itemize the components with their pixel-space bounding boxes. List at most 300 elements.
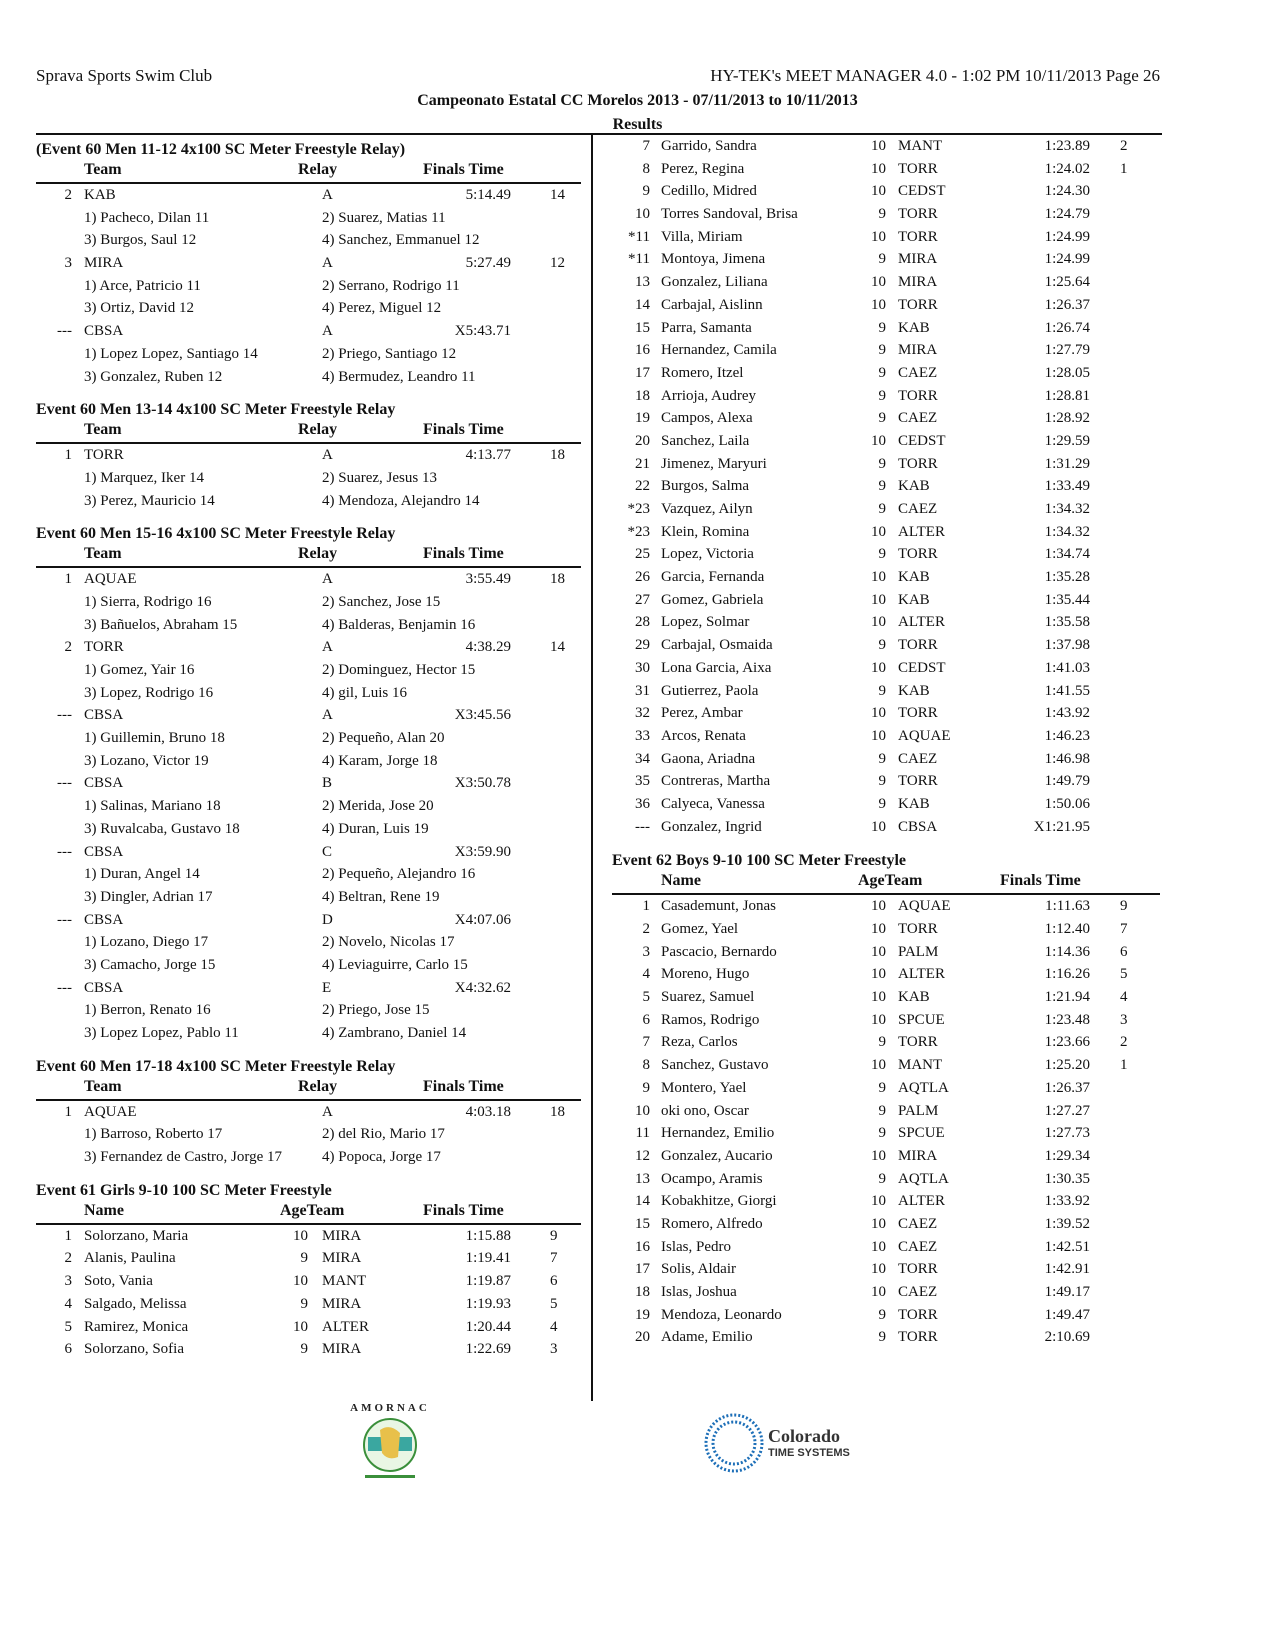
swimmer-name: Vazquez, Ailyn xyxy=(661,501,753,517)
points: 3 xyxy=(550,1341,558,1358)
relay-swimmer: 3) Lopez, Rodrigo 16 xyxy=(84,684,214,701)
swimmer-name: Ramirez, Monica xyxy=(84,1318,189,1335)
relay-swimmer: 3) Perez, Mauricio 14 xyxy=(84,492,215,509)
swimmer-result-row xyxy=(36,1293,581,1316)
points: 5 xyxy=(1120,966,1128,983)
age: 10 xyxy=(871,228,886,245)
relay-letter: C xyxy=(322,843,333,860)
right-column xyxy=(612,135,1160,1349)
finals-time: 4:03.18 xyxy=(465,1103,511,1120)
team: MANT xyxy=(898,138,943,154)
place: 5 xyxy=(642,989,650,1006)
team: KAB xyxy=(84,187,116,203)
swimmer-name: Gomez, Yael xyxy=(661,921,739,937)
swimmer-result-row xyxy=(36,1247,581,1270)
finals-time: X1:21.95 xyxy=(1033,818,1090,835)
relay-swimmer: 3) Lopez Lopez, Pablo 11 xyxy=(84,1025,239,1041)
place: 17 xyxy=(635,1261,650,1278)
relay-swimmer: 2) Priego, Santiago 12 xyxy=(322,345,457,362)
relay-swimmer: 1) Barroso, Roberto 17 xyxy=(84,1126,223,1143)
svg-text:TIME SYSTEMS: TIME SYSTEMS xyxy=(768,1447,850,1459)
swimmer-name: oki ono, Oscar xyxy=(661,1102,749,1119)
swimmer-result-row xyxy=(612,543,1160,566)
swimmer-result-row xyxy=(612,1258,1160,1281)
place: 18 xyxy=(635,1284,650,1300)
relay-result-row xyxy=(36,184,581,207)
relay-swimmers-row xyxy=(36,727,581,750)
relay-swimmers-row xyxy=(36,795,581,818)
swimmer-result-row xyxy=(612,941,1160,964)
team: TORR xyxy=(898,1034,938,1051)
relay-result-row xyxy=(36,1101,581,1124)
swimmer-name: Klein, Romina xyxy=(661,523,750,540)
place: --- xyxy=(57,323,72,340)
finals-time: 1:41.55 xyxy=(1044,682,1090,699)
swimmer-name: Suarez, Samuel xyxy=(661,989,755,1006)
swimmer-result-row xyxy=(612,1077,1160,1100)
finals-time: 1:20.44 xyxy=(465,1318,511,1335)
swimmer-result-row xyxy=(612,793,1160,816)
event-section xyxy=(36,1056,581,1169)
age: 9 xyxy=(878,1102,886,1119)
points: 1 xyxy=(1120,160,1128,177)
place: 2 xyxy=(64,187,72,203)
relay-swimmer: 3) Dingler, Adrian 17 xyxy=(84,888,213,905)
relay-swimmer: 3) Ortiz, David 12 xyxy=(84,300,194,317)
place: 16 xyxy=(635,342,650,359)
event-section xyxy=(36,139,581,388)
place: *11 xyxy=(628,228,650,245)
points: 9 xyxy=(1120,898,1128,915)
age: 10 xyxy=(871,966,886,983)
swimmer-result-row xyxy=(36,1316,581,1339)
relay-result-row xyxy=(36,444,581,467)
points: 6 xyxy=(550,1273,558,1290)
column-divider xyxy=(591,135,593,1401)
swimmer-name: Contreras, Martha xyxy=(661,773,771,790)
column-headers xyxy=(36,161,581,184)
swimmer-result-row xyxy=(36,1225,581,1248)
relay-swimmer: 4) Beltran, Rene 19 xyxy=(322,888,440,905)
finals-time: 1:31.29 xyxy=(1044,455,1090,472)
relay-swimmer: 2) Pequeño, Alan 20 xyxy=(322,730,445,747)
team: SPCUE xyxy=(898,1011,945,1028)
swimmer-result-row xyxy=(612,963,1160,986)
column-headers xyxy=(612,872,1160,895)
relay-swimmers-row xyxy=(36,886,581,909)
finals-time: 1:23.48 xyxy=(1044,1011,1090,1028)
swimmer-result-row xyxy=(612,385,1160,408)
team: KAB xyxy=(898,591,930,608)
relay-swimmer: 1) Berron, Renato 16 xyxy=(84,1002,211,1019)
team: TORR xyxy=(898,228,938,245)
swimmer-name: Jimenez, Maryuri xyxy=(661,455,767,472)
swimmer-result-row xyxy=(612,657,1160,680)
column-headers xyxy=(36,421,581,444)
place: 10 xyxy=(635,206,650,223)
column-headers xyxy=(36,1078,581,1101)
age: 10 xyxy=(871,614,886,631)
team: TORR xyxy=(898,387,938,404)
points: 4 xyxy=(550,1318,558,1335)
relay-result-row xyxy=(36,636,581,659)
age: 9 xyxy=(878,455,886,472)
finals-time: 1:30.35 xyxy=(1044,1170,1090,1187)
swimmer-result-row xyxy=(612,317,1160,340)
relay-swimmers-row xyxy=(36,366,581,389)
relay-letter: A xyxy=(322,707,333,724)
event-title: Event 61 Girls 9-10 100 SC Meter Freestyle xyxy=(36,1181,332,1199)
swimmer-name: Lopez, Solmar xyxy=(661,614,750,631)
place: 15 xyxy=(635,1215,650,1232)
relay-swimmer: 1) Arce, Patricio 11 xyxy=(84,277,201,294)
swimmer-result-row xyxy=(612,135,1160,158)
age: 10 xyxy=(871,1261,886,1278)
event-section xyxy=(36,523,581,1044)
relay-swimmer: 4) Zambrano, Daniel 14 xyxy=(322,1025,467,1041)
swimmer-name: Perez, Ambar xyxy=(661,705,743,722)
swimmer-result-row xyxy=(612,918,1160,941)
relay-swimmer: 3) Fernandez de Castro, Jorge 17 xyxy=(84,1149,283,1166)
swimmer-result-row xyxy=(612,1236,1160,1259)
team: MIRA xyxy=(322,1227,362,1244)
finals-time: 1:23.66 xyxy=(1044,1034,1090,1051)
swimmer-result-row xyxy=(612,1100,1160,1123)
relay-letter: D xyxy=(322,911,333,928)
team: MIRA xyxy=(322,1341,362,1358)
age: 10 xyxy=(871,138,886,154)
relay-swimmer: 1) Guillemin, Bruno 18 xyxy=(84,730,225,747)
place: 5 xyxy=(64,1318,72,1335)
points: 18 xyxy=(550,571,565,588)
place: *23 xyxy=(627,523,650,540)
team: KAB xyxy=(898,682,930,699)
finals-time: 1:49.17 xyxy=(1044,1284,1090,1300)
relay-swimmer: 2) del Rio, Mario 17 xyxy=(322,1126,445,1143)
points: 18 xyxy=(550,447,565,464)
place: 14 xyxy=(635,296,650,313)
finals-time: 1:14.36 xyxy=(1044,943,1090,960)
finals-time: 1:11.63 xyxy=(1045,898,1090,915)
relay-letter: B xyxy=(322,775,333,792)
swimmer-name: Ramos, Rodrigo xyxy=(661,1011,760,1028)
header-relay: Relay xyxy=(298,421,338,439)
place: 21 xyxy=(635,455,650,472)
finals-time: 1:24.30 xyxy=(1044,183,1090,200)
place: 1 xyxy=(642,898,650,915)
relay-swimmer: 4) Bermudez, Leandro 11 xyxy=(322,368,476,385)
swimmer-name: Alanis, Paulina xyxy=(84,1250,176,1267)
team: CAEZ xyxy=(898,410,938,427)
age: 10 xyxy=(871,659,886,676)
relay-result-row xyxy=(36,252,581,275)
relay-swimmer: 4) Balderas, Benjamin 16 xyxy=(322,616,476,633)
relay-letter: A xyxy=(322,323,333,340)
swimmer-name: Soto, Vania xyxy=(84,1273,153,1290)
relay-swimmers-row xyxy=(36,863,581,886)
relay-swimmers-row xyxy=(36,931,581,954)
relay-swimmers-row xyxy=(36,750,581,773)
place: 19 xyxy=(635,410,650,427)
swimmer-result-row xyxy=(612,1304,1160,1327)
header-relay: Relay xyxy=(298,161,338,178)
svg-text:Colorado: Colorado xyxy=(768,1426,840,1446)
place: 1 xyxy=(64,447,72,464)
swimmer-name: Montero, Yael xyxy=(661,1079,747,1096)
team: CBSA xyxy=(84,911,124,928)
finals-time: 1:41.03 xyxy=(1044,659,1090,676)
relay-swimmer: 4) gil, Luis 16 xyxy=(322,684,407,701)
age: 10 xyxy=(871,274,886,291)
points: 4 xyxy=(1120,989,1128,1006)
relay-swimmer: 1) Gomez, Yair 16 xyxy=(84,662,195,678)
swimmer-name: Solorzano, Sofia xyxy=(84,1341,184,1358)
relay-swimmer: 3) Gonzalez, Ruben 12 xyxy=(84,368,223,385)
finals-time: 1:29.34 xyxy=(1044,1147,1090,1164)
relay-swimmer: 3) Burgos, Saul 12 xyxy=(84,232,197,249)
finals-time: 1:35.28 xyxy=(1044,569,1090,586)
age: 9 xyxy=(878,773,886,790)
place: 17 xyxy=(635,364,650,381)
place: 12 xyxy=(635,1147,650,1164)
swimmer-name: Torres Sandoval, Brisa xyxy=(661,206,798,223)
place: 18 xyxy=(635,387,650,404)
points: 7 xyxy=(1120,921,1128,937)
header-finals-time: Finals Time xyxy=(423,161,504,178)
relay-result-row xyxy=(36,320,581,343)
swimmer-result-row xyxy=(612,1054,1160,1077)
age: 9 xyxy=(878,682,886,699)
finals-time: 1:27.73 xyxy=(1044,1125,1090,1142)
swimmer-result-row xyxy=(612,430,1160,453)
swimmer-name: Lopez, Victoria xyxy=(661,546,754,563)
swimmer-name: Salgado, Melissa xyxy=(84,1295,187,1312)
place: --- xyxy=(57,707,72,724)
age: 9 xyxy=(878,387,886,404)
age: 9 xyxy=(878,750,886,767)
relay-swimmer: 4) Perez, Miguel 12 xyxy=(322,300,442,317)
relay-swimmer: 1) Lozano, Diego 17 xyxy=(84,934,209,951)
place: 6 xyxy=(64,1341,72,1358)
place: 27 xyxy=(635,591,650,608)
swimmer-result-row xyxy=(612,1213,1160,1236)
team: CEDST xyxy=(898,432,946,449)
finals-time: 1:34.32 xyxy=(1044,523,1090,540)
relay-swimmer: 3) Bañuelos, Abraham 15 xyxy=(84,616,238,633)
team: ALTER xyxy=(898,966,945,983)
finals-time: 1:46.98 xyxy=(1044,750,1090,767)
swimmer-name: Calyeca, Vanessa xyxy=(661,795,765,812)
team: TORR xyxy=(898,921,938,937)
relay-swimmers-row xyxy=(36,297,581,320)
age: 10 xyxy=(871,183,886,200)
swimmer-name: Garcia, Fernanda xyxy=(661,569,765,586)
place: --- xyxy=(57,979,72,996)
place: 9 xyxy=(642,183,650,200)
age: 9 xyxy=(878,1170,886,1187)
age: 10 xyxy=(871,1147,886,1164)
relay-swimmers-row xyxy=(36,1022,581,1045)
team: TORR xyxy=(898,455,938,472)
finals-time: 5:27.49 xyxy=(465,255,511,272)
finals-time: 4:13.77 xyxy=(465,447,511,464)
place: 29 xyxy=(635,637,650,654)
team: KAB xyxy=(898,569,930,586)
team: AQUAE xyxy=(898,898,951,915)
relay-swimmer: 2) Dominguez, Hector 15 xyxy=(322,662,476,678)
age: 10 xyxy=(871,569,886,586)
relay-swimmers-row xyxy=(36,275,581,298)
place: 13 xyxy=(635,1170,650,1187)
place: 20 xyxy=(635,432,650,449)
svg-text:AMORNAC: AMORNAC xyxy=(350,1402,430,1414)
finals-time: 4:38.29 xyxy=(465,639,511,656)
age: 9 xyxy=(878,251,886,268)
place: --- xyxy=(57,775,72,792)
relay-swimmer: 4) Leviaguirre, Carlo 15 xyxy=(322,956,468,973)
team: ALTER xyxy=(322,1318,369,1335)
age: 9 xyxy=(878,319,886,336)
team: TORR xyxy=(84,639,124,656)
relay-swimmer: 2) Merida, Jose 20 xyxy=(322,798,434,815)
team: TORR xyxy=(898,546,938,563)
place: 3 xyxy=(64,1273,72,1290)
swimmer-result-row xyxy=(612,407,1160,430)
relay-swimmer: 2) Sanchez, Jose 15 xyxy=(322,593,441,610)
place: 4 xyxy=(64,1295,72,1312)
column-headers xyxy=(36,545,581,568)
header-relay: Relay xyxy=(298,545,338,563)
team: TORR xyxy=(84,447,124,464)
finals-time: 1:29.59 xyxy=(1044,432,1090,449)
swimmer-result-row xyxy=(36,1270,581,1293)
relay-swimmer: 4) Mendoza, Alejandro 14 xyxy=(322,492,480,509)
place: 1 xyxy=(64,1103,72,1120)
age: 10 xyxy=(871,1215,886,1232)
left-column xyxy=(36,139,581,1361)
age: 10 xyxy=(293,1318,308,1335)
finals-time: X4:07.06 xyxy=(454,911,511,928)
place: *11 xyxy=(628,251,650,268)
place: 20 xyxy=(635,1329,650,1346)
finals-time: 1:28.81 xyxy=(1044,387,1090,404)
age: 10 xyxy=(293,1227,308,1244)
team: CAEZ xyxy=(898,1215,938,1232)
relay-swimmers-row xyxy=(36,1123,581,1146)
header-finals-time: Finals Time xyxy=(423,1201,504,1219)
age: 9 xyxy=(878,364,886,381)
relay-letter: A xyxy=(322,447,333,464)
finals-time: 1:15.88 xyxy=(465,1227,511,1244)
points: 2 xyxy=(1120,1034,1128,1051)
swimmer-name: Gutierrez, Paola xyxy=(661,682,759,699)
relay-result-row xyxy=(36,977,581,1000)
swimmer-name: Lona Garcia, Aixa xyxy=(661,659,772,676)
relay-letter: A xyxy=(322,1103,333,1120)
place: 6 xyxy=(642,1011,650,1028)
header-finals-time: Finals Time xyxy=(1000,872,1081,890)
age: 9 xyxy=(878,206,886,223)
team: CBSA xyxy=(84,843,124,860)
event-title: Event 62 Boys 9-10 100 SC Meter Freestyle xyxy=(612,852,907,870)
place: 26 xyxy=(635,569,650,586)
team: TORR xyxy=(898,206,938,223)
place: 7 xyxy=(642,1034,650,1051)
relay-swimmer: 1) Marquez, Iker 14 xyxy=(84,469,204,486)
finals-time: 1:42.91 xyxy=(1044,1261,1090,1278)
team: MIRA xyxy=(322,1250,362,1267)
header-finals-time: Finals Time xyxy=(423,545,504,563)
relay-swimmers-row xyxy=(36,818,581,841)
swimmer-name: Pascacio, Bernardo xyxy=(661,943,777,960)
finals-time: 1:43.92 xyxy=(1044,705,1090,722)
team: CBSA xyxy=(84,979,124,996)
age: 10 xyxy=(871,727,886,744)
finals-time: 1:26.37 xyxy=(1044,1079,1090,1096)
place: 28 xyxy=(635,614,650,631)
team: AQUAE xyxy=(84,1103,137,1120)
points: 6 xyxy=(1120,943,1128,960)
swimmer-result-row xyxy=(612,1190,1160,1213)
team: ALTER xyxy=(898,614,945,631)
team: PALM xyxy=(898,1102,939,1119)
age: 10 xyxy=(871,1193,886,1210)
relay-swimmer: 2) Suarez, Matias 11 xyxy=(322,209,446,226)
relay-result-row xyxy=(36,841,581,864)
swimmer-result-row xyxy=(612,453,1160,476)
finals-time: 1:25.64 xyxy=(1044,274,1090,291)
relay-swimmers-row xyxy=(36,614,581,637)
relay-swimmer: 2) Priego, Jose 15 xyxy=(322,1002,430,1019)
swimmer-result-row xyxy=(612,770,1160,793)
age: 10 xyxy=(293,1273,308,1290)
swimmer-name: Gonzalez, Ingrid xyxy=(661,818,762,835)
finals-time: 1:27.27 xyxy=(1044,1102,1090,1119)
column-headers xyxy=(36,1202,581,1225)
age: 10 xyxy=(871,921,886,937)
place: 15 xyxy=(635,319,650,336)
finals-time: 1:33.49 xyxy=(1044,478,1090,495)
age: 10 xyxy=(871,705,886,722)
finals-time: 1:42.51 xyxy=(1044,1238,1090,1255)
event-section xyxy=(36,399,581,512)
swimmer-result-row xyxy=(36,1338,581,1361)
finals-time: 1:25.20 xyxy=(1044,1057,1090,1074)
swimmer-result-row xyxy=(612,725,1160,748)
swimmer-name: Burgos, Salma xyxy=(661,478,750,495)
relay-swimmers-row xyxy=(36,207,581,230)
place: 7 xyxy=(642,138,650,154)
swimmer-result-row xyxy=(612,271,1160,294)
finals-time: 1:22.69 xyxy=(465,1341,511,1358)
finals-time: 1:35.58 xyxy=(1044,614,1090,631)
age: 9 xyxy=(878,546,886,563)
team: TORR xyxy=(898,637,938,654)
team: KAB xyxy=(898,319,930,336)
relay-swimmers-row xyxy=(36,682,581,705)
age: 9 xyxy=(878,1079,886,1096)
finals-time: 1:19.41 xyxy=(465,1250,511,1267)
swimmer-result-row xyxy=(612,1145,1160,1168)
team: TORR xyxy=(898,1329,938,1346)
swimmer-result-row xyxy=(612,1168,1160,1191)
relay-swimmer: 2) Serrano, Rodrigo 11 xyxy=(322,277,460,294)
swimmer-name: Garrido, Sandra xyxy=(661,138,757,154)
swimmer-result-row xyxy=(612,748,1160,771)
age: 10 xyxy=(871,1284,886,1300)
finals-time: 1:50.06 xyxy=(1044,795,1090,812)
place: 34 xyxy=(635,750,650,767)
